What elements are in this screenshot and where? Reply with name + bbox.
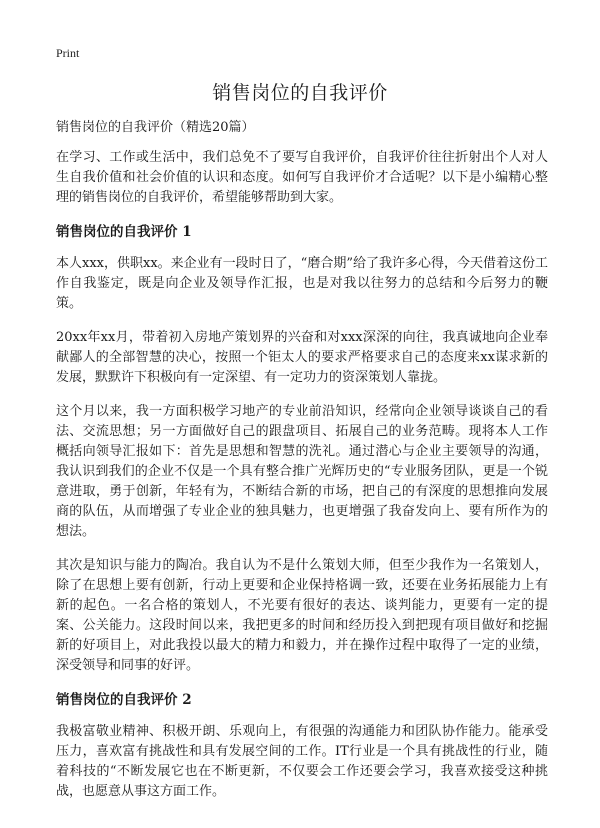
page-title: 销售岗位的自我评价 [212,82,388,104]
article-body [56,118,548,816]
section-heading-2: 销售岗位的自我评价 2 [56,692,192,708]
section-heading-1: 销售岗位的自我评价 1 [56,224,192,240]
section-1-paragraph-2: 20xx年xx月，带着初入房地产策划界的兴奋和对xxx深深的向往，我真诚地向企业奉献鄙人的全部智慧的决心，按照一个钜太人的要求严格要求自己的态度来xx谋求新的发展，默默许下积极向有一定深望、有一定功力的资深策划人靠拢。 [56,330,548,385]
section-2-paragraph-1: 我极富敬业精神、积极开朗、乐观向上，有很强的沟通能力和团队协作能力。能承受压力，喜欢富有挑战性和具有发展空间的工作。IT行业是一个具有挑战性的行业，随着科技的“不断发展它也在不断更新，不仅要会工作还要会学习，我喜欢接受这种挑战，也愿意从事这方面工作。 [56,724,548,799]
print-link[interactable]: Print [56,46,80,60]
article-subtitle: 销售岗位的自我评价（精选20篇） [56,120,255,135]
section-1-paragraph-3: 这个月以来，我一方面积极学习地产的专业前沿知识，经常向企业领导谈谈自己的看法、交流思想；另一方面做好自己的跟盘项目、拓展自己的业务范畴。现将本人工作概括向领导汇报如下：首先是思想和智慧的洗礼。通过潜心与企业主要领导的沟通，我认识到我们的企业不仅是一个具有整合推广光辉历史的“专业服务团队，更是一个锐意进取，勇于创新，年轻有为，不断结合新的市场，把自己的有深度的思想推向发展商的队伍，从而增强了专业企业的独具魅力，也更增强了我奋发向上、要有所作为的想法。 [56,404,548,539]
intro-paragraph: 在学习、工作或生活中，我们总免不了要写自我评价，自我评价往往折射出个人对人生自我价值和社会价值的认识和态度。如何写自我评价才合适呢？以下是小编精心整理的销售岗位的自我评价，希望能够帮助到大家。 [56,150,548,205]
section-1-paragraph-4: 其次是知识与能力的陶冶。我自认为不是什么策划大师，但至少我作为一名策划人，除了在思想上要有创新，行动上更要和企业保持格调一致，还要在业务拓展能力上有新的起色。一名合格的策划人，不光要有很好的表达、谈判能力，更要有一定的提案、公关能力。这段时间以来，我把更多的时间和经历投入到把现有项目做好和挖掘新的好项目上，对此我投以最大的精力和毅力，并在操作过程中取得了一定的业绩，深受领导和同事的好评。 [56,558,548,673]
section-1-paragraph-1: 本人xxx，供职xx。来企业有一段时日了，“磨合期”给了我许多心得，今天借着这份工作自我鉴定，既是向企业及领导作汇报，也是对我以往努力的总结和今后努力的鞭策。 [56,256,548,311]
